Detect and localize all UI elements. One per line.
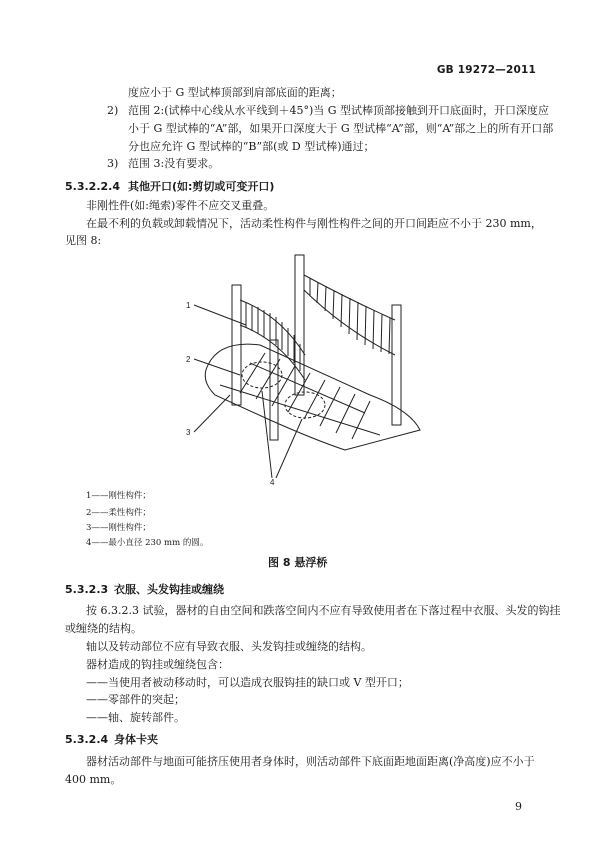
paragraph: 非刚性件(如:绳索)零件不应交叉重叠。 [86, 199, 275, 212]
callout-leader [194, 359, 240, 375]
legend-item: 4——最小直径 230 mm 的圆。 [86, 538, 209, 548]
callout-leader [194, 395, 230, 432]
section-number: 5.3.2.2.4 [65, 180, 120, 193]
paragraph: 或缠绕的结构。 [65, 622, 142, 635]
paragraph: 按 6.3.2.3 试验，器材的自由空间和跌落空间内不应有导致使用者在下落过程中衣服、头发的钩挂 [86, 604, 561, 617]
list-number: 3) [107, 157, 119, 170]
text-line: 度应小于 G 型试棒顶部到肩部底面的距离； [128, 86, 342, 99]
section-title: 身体卡夹 [114, 733, 158, 746]
text-line: 小于 G 型试棒的“A”部，如果开口深度大于 G 型试棒“A”部，则“A”部之上的所有开口部 [128, 122, 554, 135]
list-number: 2) [107, 104, 119, 117]
section-title: 衣服、头发钩挂或缠绕 [114, 583, 224, 596]
legend-item: 2——柔性构件； [86, 508, 151, 518]
text-line: 范围 2:(试棒中心线从水平线到＋45°)当 G 型试棒顶部接触到开口底面时，开口深度应 [128, 104, 550, 117]
list-item: ——当使用者被动移动时，可以造成衣服钩挂的缺口或 V 型开口； [86, 676, 409, 689]
legend-item: 3——刚性构件； [86, 523, 151, 533]
callout-2: 2 [186, 355, 191, 364]
callout-4: 4 [270, 478, 275, 485]
standard-number: GB 19272—2011 [436, 64, 536, 76]
paragraph: 400 mm。 [65, 773, 122, 786]
section-number: 5.3.2.4 [65, 733, 109, 746]
list-item: ——轴、旋转部件。 [86, 711, 185, 724]
callout-3: 3 [186, 428, 191, 437]
text-line: 范围 3:没有要求。 [128, 157, 220, 170]
paragraph: 轴以及转动部位不应有导致衣服、头发钩挂或缠绕的结构。 [86, 640, 372, 653]
list-item: ——零部件的突起； [86, 693, 185, 706]
suspension-bridge-figure [180, 245, 440, 485]
callout-leader [194, 305, 246, 325]
paragraph: 器材造成的钩挂或缠绕包含： [86, 658, 229, 671]
figure-caption: 图 8 悬浮桥 [268, 556, 328, 569]
section-title: 其他开口(如:剪切或可变开口) [128, 180, 275, 193]
text-line: 分也应允许 G 型试棒的“B”部(或 D 型试棒)通过； [128, 140, 375, 153]
callout-1: 1 [186, 301, 191, 310]
bridge-drawing [205, 255, 420, 450]
page-number: 9 [515, 800, 522, 813]
paragraph: 在最不利的负载或卸载情况下，活动柔性构件与刚性构件之间的开口间距应不小于 230 mm， [86, 217, 542, 230]
section-number: 5.3.2.3 [65, 583, 109, 596]
legend-item: 1——刚性构件； [86, 491, 151, 501]
paragraph: 见图 8: [65, 234, 102, 247]
paragraph: 器材活动部件与地面可能挤压使用者身体时，则活动部件下底面距地面距离(净高度)应不小于 [86, 755, 535, 768]
